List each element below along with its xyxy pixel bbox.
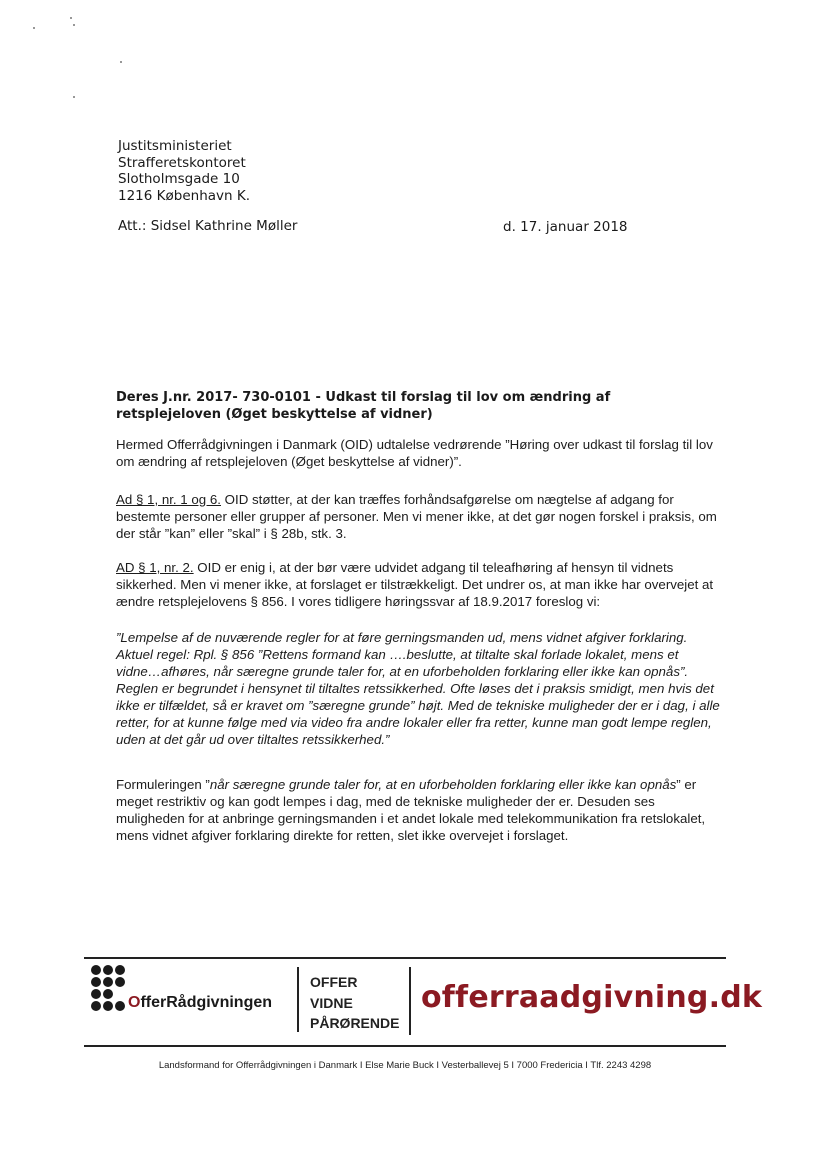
logo-wordmark xyxy=(128,994,272,1012)
scan-speck xyxy=(73,96,75,98)
section-1-reference: Ad § 1, nr. 1 og 6. xyxy=(116,492,221,507)
role-item: VIDNE xyxy=(310,994,353,1011)
footer-bottom-rule xyxy=(84,1045,726,1047)
intro-paragraph: Hermed Offerrådgivningen i Danmark (OID) udtalelse vedrørende ”Høring over udkast til forslag til lov om ændring af retsplejeloven (Øget beskyttelse af vidner)”. xyxy=(116,437,713,469)
logo-wordmark-rest: fferRådgivningen xyxy=(140,994,273,1011)
address-line: Strafferetskontoret xyxy=(118,154,246,171)
letter-date: d. 17. januar 2018 xyxy=(503,219,628,235)
section-1-text: OID støtter, at der kan træffes forhåndsafgørelse om nægtelse af adgang for bestemte personer eller grupper af personer. Men vi mener ikke, at det gør nogen forskel i praksis, om der står ”kan” eller ”skal” i § 28b, stk. 3. xyxy=(116,492,717,541)
roles-list xyxy=(310,972,399,1034)
website-url[interactable]: offerraadgivning.dk xyxy=(421,980,763,1015)
section-2-reference: AD § 1, nr. 2. xyxy=(116,560,194,575)
address-line: Slotholmsgade 10 xyxy=(118,171,240,187)
closing-text-start: Formuleringen ” xyxy=(116,777,210,792)
section-2-text: OID er enig i, at der bør være udvidet adgang til teleafhøring af hensyn til vidnets sikkerhed. Men vi mener ikke, at forslaget er tilstrækkeligt. Det undrer os, at man ikke har overvejet at ændre retsplejelovens § 856. I vores tidligere høringssvar af 18.9.2017 foreslog vi: xyxy=(116,560,714,609)
scan-speck xyxy=(73,24,75,26)
subject-heading: Deres J.nr. 2017- 730-0101 - Udkast til forslag til lov om ændring af retsplejeloven (Øget beskyttelse af vidner) xyxy=(116,390,611,422)
role-item: OFFER xyxy=(310,974,358,990)
address-line: Justitsministeriet xyxy=(118,138,232,154)
scan-speck xyxy=(33,27,35,29)
address-line: 1216 København K. xyxy=(118,187,251,204)
footer-contact-line: Landsformand for Offerrådgivningen i Danmark I Else Marie Buck I Vesterballevej 5 I 7000 Fredericia I Tlf. 2243 4298 xyxy=(158,1060,652,1071)
scan-speck xyxy=(70,17,72,19)
closing-quoted-phrase: når særegne grunde taler for, at en uforbeholden forklaring eller ikke kan opnås xyxy=(209,777,677,792)
offerraadgivningen-logo xyxy=(91,965,296,1027)
role-item: PÅRØRENDE xyxy=(310,1015,400,1031)
footer-divider xyxy=(297,967,299,1032)
quoted-proposal: ”Lempelse af de nuværende regler for at føre gerningsmanden ud, mens vidnet afgiver forklaring. Aktuel regel: Rpl. § 856 ”Rettens formand kan ….beslutte, at tiltalte skal forlade lokalet, mens et vidne…afhøres, når særegne grunde taler for, at en uforbeholden forklaring eller ikke kan opnås”. Reglen er begrundet i hensynet til tiltaltes retssikkerhed. Ofte løses det i praksis smidigt, men hvis det ikke er tilfældet, så er kravet om ”særegne grunde” højt. Med de tekniske muligheder der er i dag, i alle retter, for at kunne følge med via video fra andre lokaler eller fra retter, kunne man godt lempe reglen, uden at det går ud over tiltaltes retssikkerhed.” xyxy=(116,630,720,747)
section-2-paragraph xyxy=(116,559,726,610)
closing-paragraph xyxy=(116,776,726,844)
closing-text-end: ” er meget restriktiv og kan godt lempes i dag, med de tekniske muligheder der er. Desuden ses muligheden for at anbringe gerningsmanden i et andet lokale med telekommunikation fra retslokalet, mens vidnet afgiver forklaring direkte for retten, slet ikke overvejet i forslaget. xyxy=(116,777,706,843)
section-1-paragraph xyxy=(116,491,726,542)
scan-speck xyxy=(120,61,122,63)
logo-letter-o: O xyxy=(128,994,141,1011)
footer-divider xyxy=(409,967,411,1035)
attention-line: Att.: Sidsel Kathrine Møller xyxy=(118,218,298,234)
recipient-address xyxy=(118,138,250,204)
footer-top-rule xyxy=(84,957,726,959)
